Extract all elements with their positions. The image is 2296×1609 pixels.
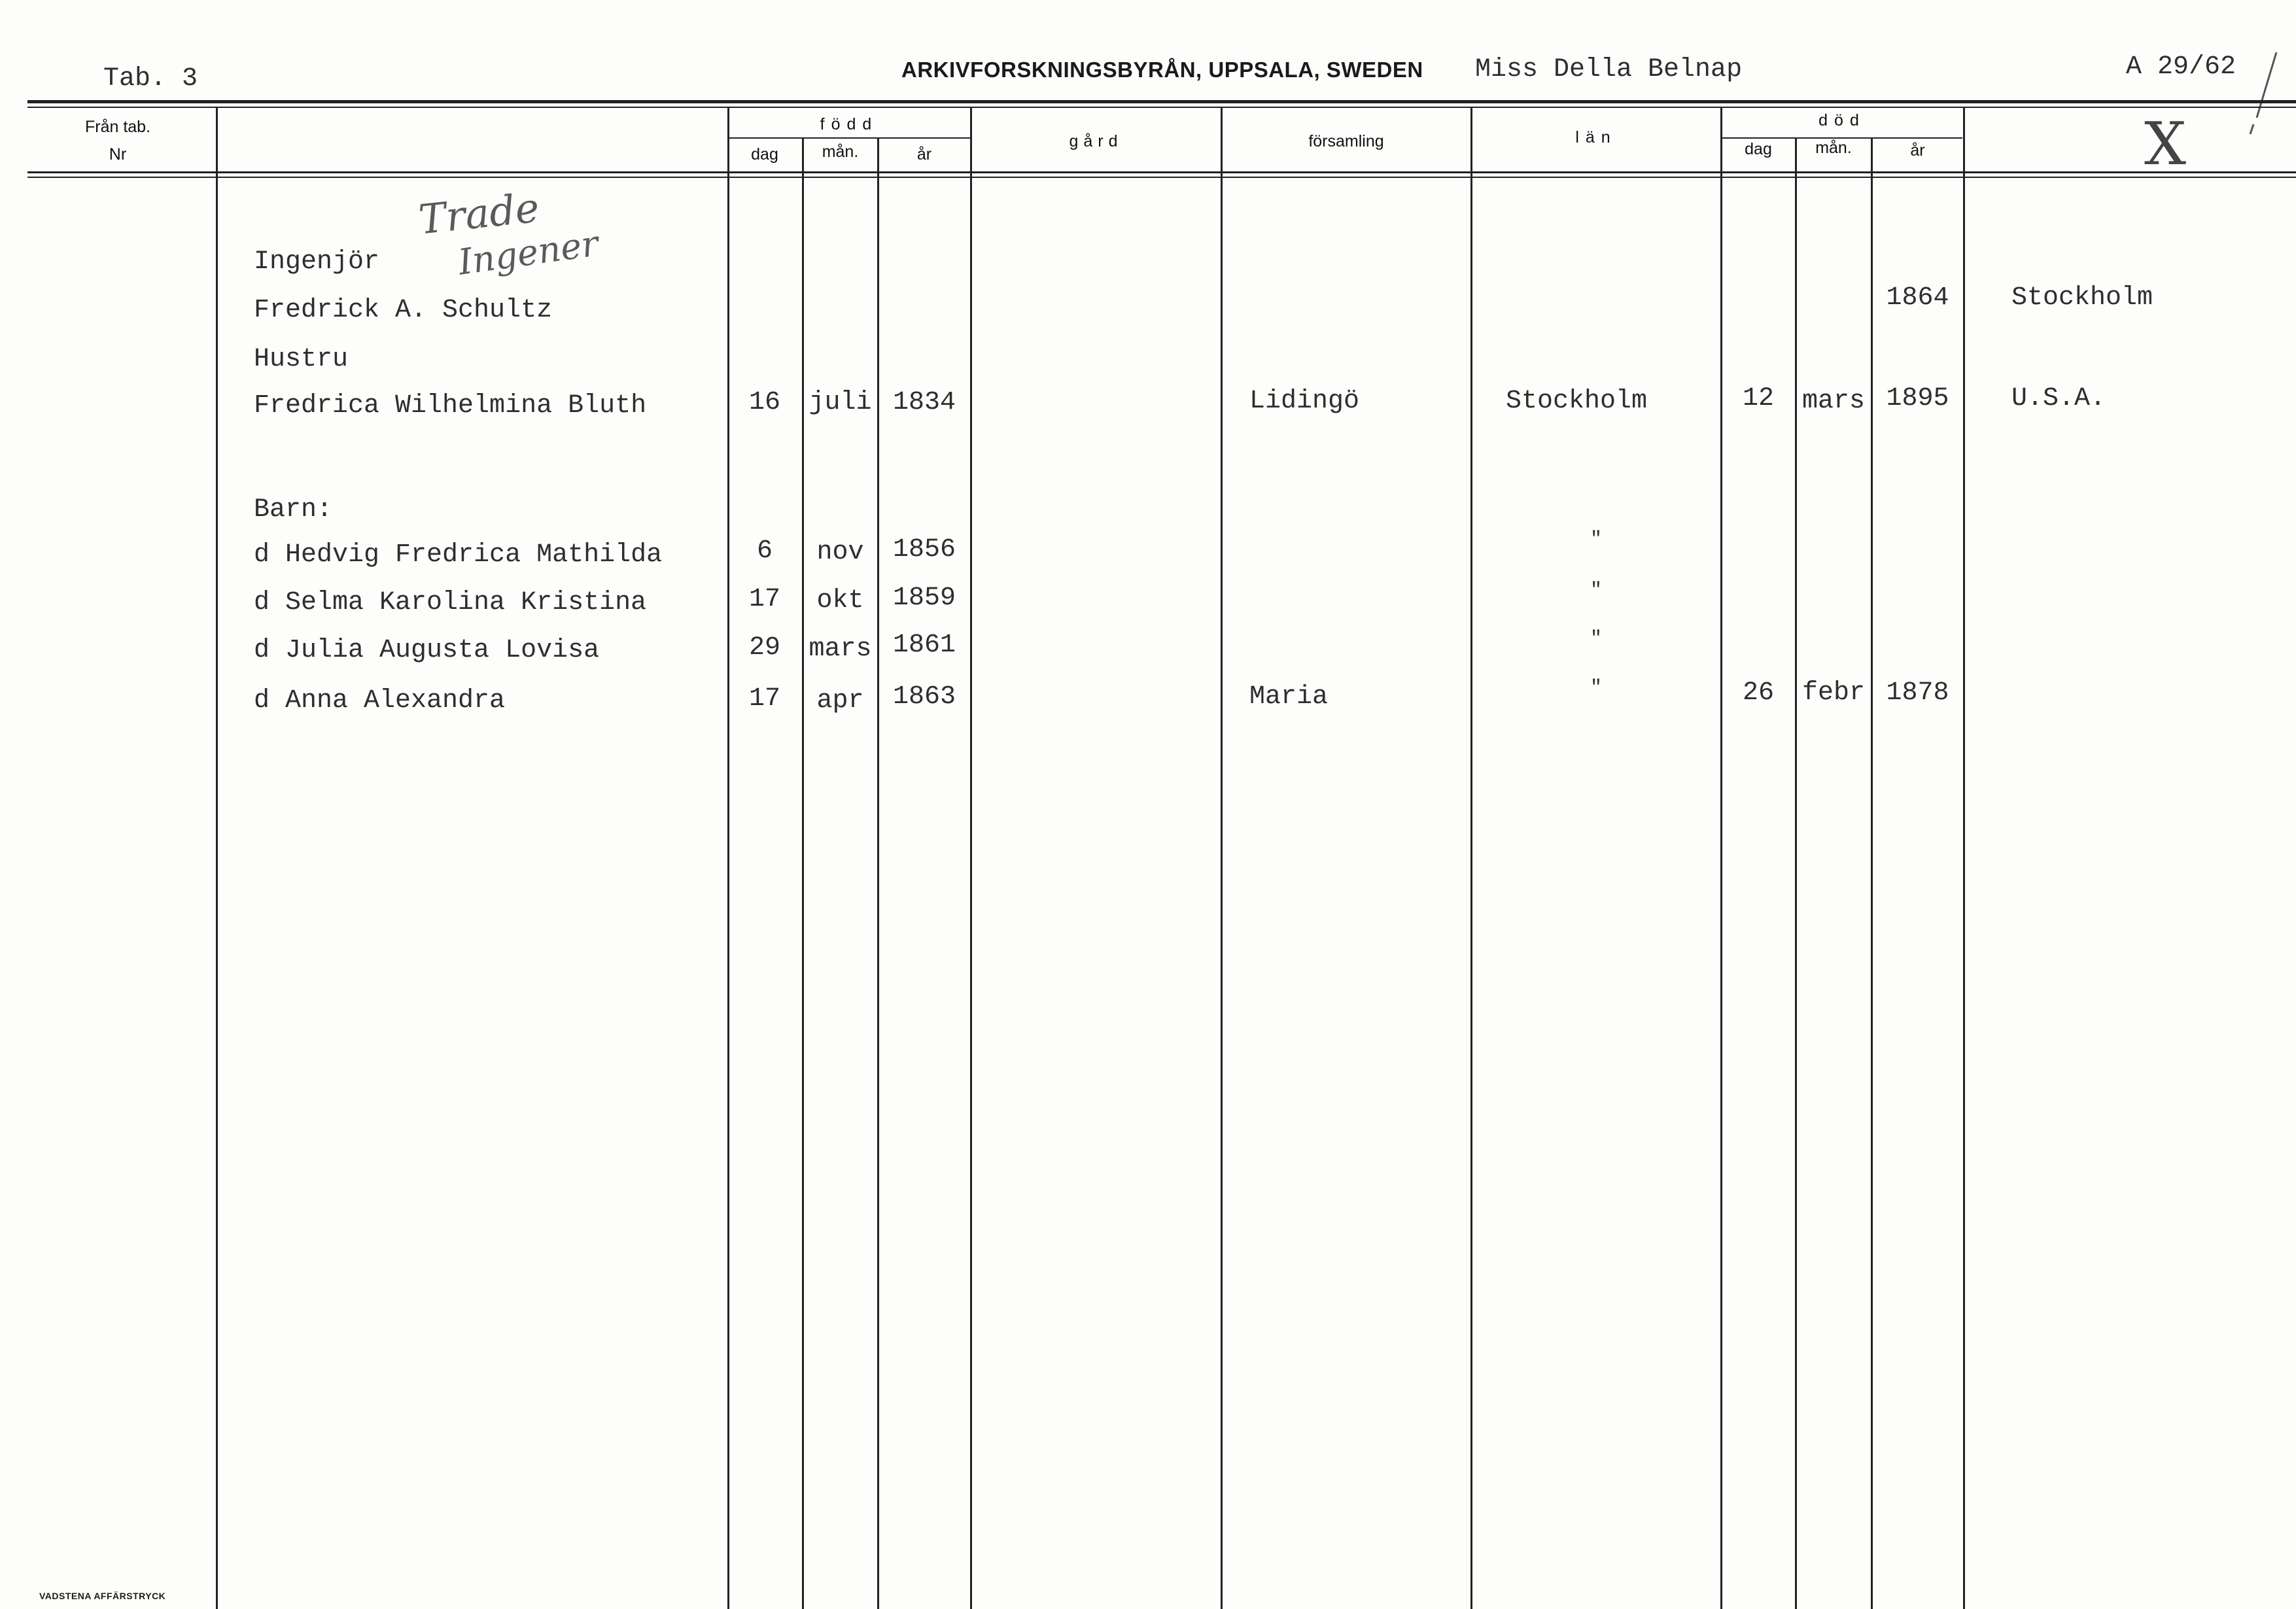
col-line-fodd-dag	[802, 139, 804, 1609]
col-header-gard: gård	[1069, 132, 1123, 150]
birth-year: 1834	[892, 388, 956, 417]
header-rule-bottom	[27, 171, 2296, 173]
col-header-fodd: född	[820, 115, 878, 133]
tab-label: Tab. 3	[103, 64, 198, 94]
col-header-fodd-ar: år	[916, 145, 932, 164]
header-rule-top	[27, 100, 2296, 103]
col-header-dod-ar: år	[1910, 141, 1925, 160]
col-header-dod-man: mån.	[1815, 139, 1852, 157]
death-year: 1864	[1886, 283, 1949, 313]
county: "	[1590, 677, 1602, 699]
col-header-fodd-dag: dag	[751, 145, 778, 164]
note: U.S.A.	[2011, 384, 2106, 413]
row-name: d Selma Karolina Kristina	[254, 588, 647, 617]
death-day: 12	[1742, 384, 1774, 413]
researcher-name: Miss Della Belnap	[1475, 55, 1743, 84]
slash-mark	[2237, 46, 2289, 137]
col-line-gard	[1221, 108, 1223, 1609]
annotation-trade: Trade	[416, 183, 542, 244]
birth-year: 1856	[892, 535, 956, 564]
birth-year: 1863	[892, 682, 956, 712]
col-line-fodd-ar	[970, 108, 972, 1609]
row-name: Hustru	[254, 345, 349, 374]
row-name: d Julia Augusta Lovisa	[254, 636, 600, 665]
fodd-subrule	[727, 137, 971, 139]
birth-month: apr	[816, 686, 864, 716]
row-name: Barn:	[254, 495, 333, 525]
row-name: Fredrick A. Schultz	[254, 296, 553, 325]
death-month: mars	[1801, 387, 1865, 416]
col-header-dod: död	[1818, 111, 1866, 130]
col-header-lan: län	[1575, 128, 1617, 147]
note: Stockholm	[2011, 283, 2153, 313]
row-name: d Hedvig Fredrica Mathilda	[254, 540, 663, 570]
check-mark: X	[2144, 110, 2187, 179]
birth-month: nov	[816, 538, 864, 567]
row-name: Fredrica Wilhelmina Bluth	[254, 391, 647, 421]
col-header-fodd-man: mån.	[822, 143, 859, 161]
col-line-lan	[1720, 108, 1722, 1609]
parish: Maria	[1249, 682, 1329, 712]
birth-month: okt	[816, 586, 864, 615]
parish: Lidingö	[1249, 387, 1360, 416]
bureau-title: ARKIVFORSKNINGSBYRÅN, UPPSALA, SWEDEN	[901, 58, 1423, 82]
col-header-dod-dag: dag	[1745, 140, 1772, 158]
birth-year: 1861	[892, 631, 956, 660]
birth-day: 29	[748, 633, 780, 663]
col-line-fodd-man	[877, 139, 879, 1609]
col-header-fran-tab: Från tab.	[84, 118, 151, 136]
col-line-dod-ar	[1963, 108, 1965, 1609]
col-line-dod-dag	[1795, 139, 1797, 1609]
row-name: Ingenjör	[254, 247, 380, 277]
header-rule-top-thin	[27, 107, 2296, 108]
col-header-nr: Nr	[109, 145, 127, 164]
birth-month: juli	[809, 388, 872, 417]
annotation-ingener: Ingener	[455, 222, 601, 283]
printer-mark: VADSTENA AFFÄRSTRYCK	[39, 1591, 166, 1601]
death-day: 26	[1742, 678, 1774, 708]
col-header-forsamling: församling	[1308, 132, 1384, 150]
county: "	[1590, 528, 1602, 551]
birth-year: 1859	[892, 583, 956, 613]
birth-day: 6	[756, 536, 773, 566]
birth-day: 17	[748, 585, 780, 614]
county: "	[1590, 580, 1602, 602]
death-year: 1895	[1886, 384, 1949, 413]
header-rule-bottom-thin	[27, 177, 2296, 178]
birth-day: 17	[748, 684, 780, 714]
col-line-name	[727, 108, 729, 1609]
death-year: 1878	[1886, 678, 1949, 708]
county: Stockholm	[1506, 387, 1648, 416]
birth-month: mars	[809, 634, 872, 664]
birth-day: 16	[748, 388, 780, 417]
col-line-forsamling	[1470, 108, 1472, 1609]
col-line-dod-man	[1871, 139, 1873, 1609]
row-name: d Anna Alexandra	[254, 686, 506, 716]
col-line-nr	[216, 108, 218, 1609]
county: "	[1590, 628, 1602, 650]
death-month: febr	[1801, 678, 1865, 708]
archive-number: A 29/62	[2126, 52, 2236, 82]
